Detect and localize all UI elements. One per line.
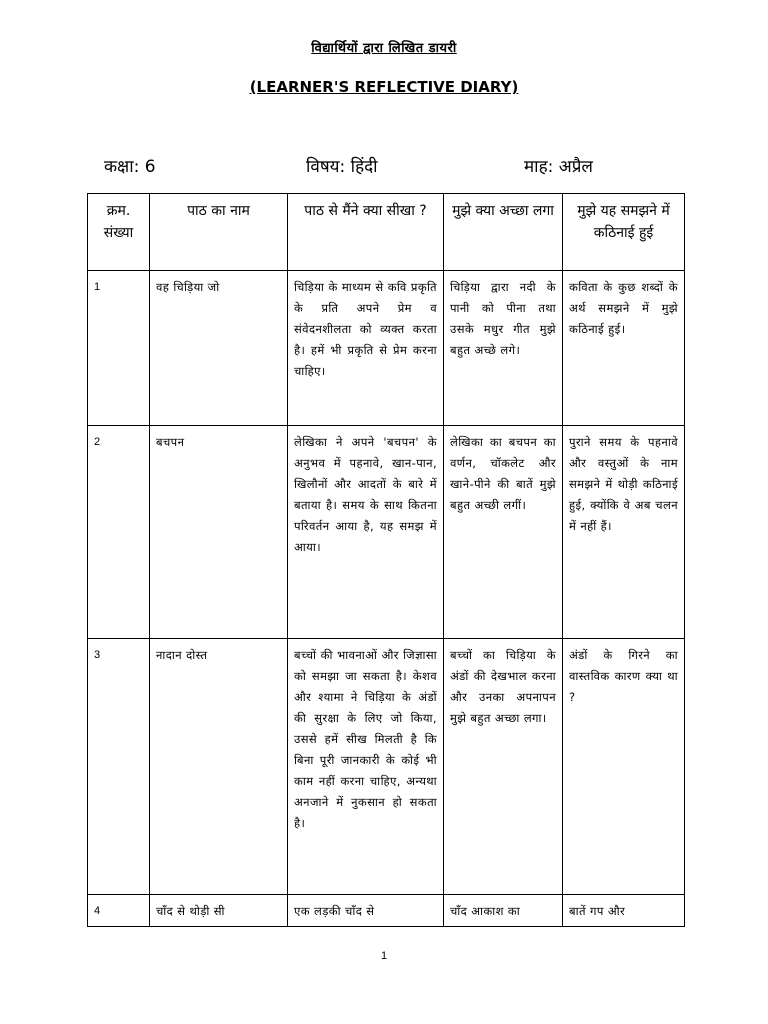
row-lesson-name: बचपन: [150, 426, 288, 639]
row-serial-number: 3: [88, 639, 150, 895]
row-difficulty-text: अंडों के गिरने का वास्तविक कारण क्या था ?: [563, 639, 685, 895]
row-lesson-name: चाँद से थोड़ी सी: [150, 895, 288, 927]
header-what-i-liked: मुझे क्या अच्छा लगा: [444, 194, 563, 271]
row-liked-text: बच्चों का चिड़िया के अंडों की देखभाल करना और उनका अपनापन मुझे बहुत अच्छा लगा।: [444, 639, 563, 895]
table-row: [88, 895, 685, 927]
document-title-english: (LEARNER'S REFLECTIVE DIARY): [249, 78, 519, 96]
subject-label: विषय: हिंदी: [306, 157, 378, 177]
table-row: [88, 639, 685, 895]
row-learned-text: एक लड़की चाँद से: [288, 895, 444, 927]
table-row: [88, 426, 685, 639]
class-label: कक्षा: 6: [104, 157, 156, 177]
row-lesson-name: नादान दोस्त: [150, 639, 288, 895]
table-header-row: [88, 194, 685, 271]
row-learned-text: लेखिका ने अपने 'बचपन' के अनुभव में पहनावे, खान-पान, खिलौनों और आदतों के बारे में बताया है। समय के साथ कितना परिवर्तन आया है, यह समझ में आया।: [288, 426, 444, 639]
row-liked-text: लेखिका का बचपन का वर्णन, चॉकलेट और खाने-पीने की बातें मुझे बहुत अच्छी लगीं।: [444, 426, 563, 639]
header-serial-number: क्रम. संख्या: [88, 194, 150, 271]
row-learned-text: बच्चों की भावनाओं और जिज्ञासा को समझा जा सकता है। केशव और श्यामा ने चिड़िया के अंडों की सुरक्षा के लिए जो किया, उससे हमें सीख मिलती है कि बिना पूरी जानकारी के कोई भी काम नहीं करना चाहिए, अन्यथा अनजाने में नुकसान हो सकता है।: [288, 639, 444, 895]
table-row: [88, 271, 685, 426]
row-learned-text: चिड़िया के माध्यम से कवि प्रकृति के प्रति अपने प्रेम व संवेदनशीलता को व्यक्त करता है। हमें भी प्रकृति से प्रेम करना चाहिए।: [288, 271, 444, 426]
document-title-hindi: विद्यार्थियों द्वारा लिखित डायरी: [311, 41, 457, 56]
page-number: 1: [380, 950, 388, 962]
row-difficulty-text: बातें गप और: [563, 895, 685, 927]
row-serial-number: 1: [88, 271, 150, 426]
month-label: माह: अप्रैल: [524, 157, 593, 177]
row-difficulty-text: पुराने समय के पहनावे और वस्तुओं के नाम समझने में थोड़ी कठिनाई हुई, क्योंकि वे अब चलन में नहीं हैं।: [563, 426, 685, 639]
header-difficulty: मुझे यह समझने में कठिनाई हुई: [563, 194, 685, 271]
reflective-diary-table: [87, 193, 685, 927]
meta-row: [104, 154, 668, 178]
row-liked-text: चाँद आकाश का: [444, 895, 563, 927]
row-liked-text: चिड़िया द्वारा नदी के पानी को पीना तथा उसके मधुर गीत मुझे बहुत अच्छे लगे।: [444, 271, 563, 426]
row-lesson-name: वह चिड़िया जो: [150, 271, 288, 426]
row-serial-number: 2: [88, 426, 150, 639]
header-lesson-name: पाठ का नाम: [150, 194, 288, 271]
row-difficulty-text: कविता के कुछ शब्दों के अर्थ समझने में मुझे कठिनाई हुई।: [563, 271, 685, 426]
row-serial-number: 4: [88, 895, 150, 927]
header-what-i-learned: पाठ से मैंने क्या सीखा ?: [288, 194, 444, 271]
